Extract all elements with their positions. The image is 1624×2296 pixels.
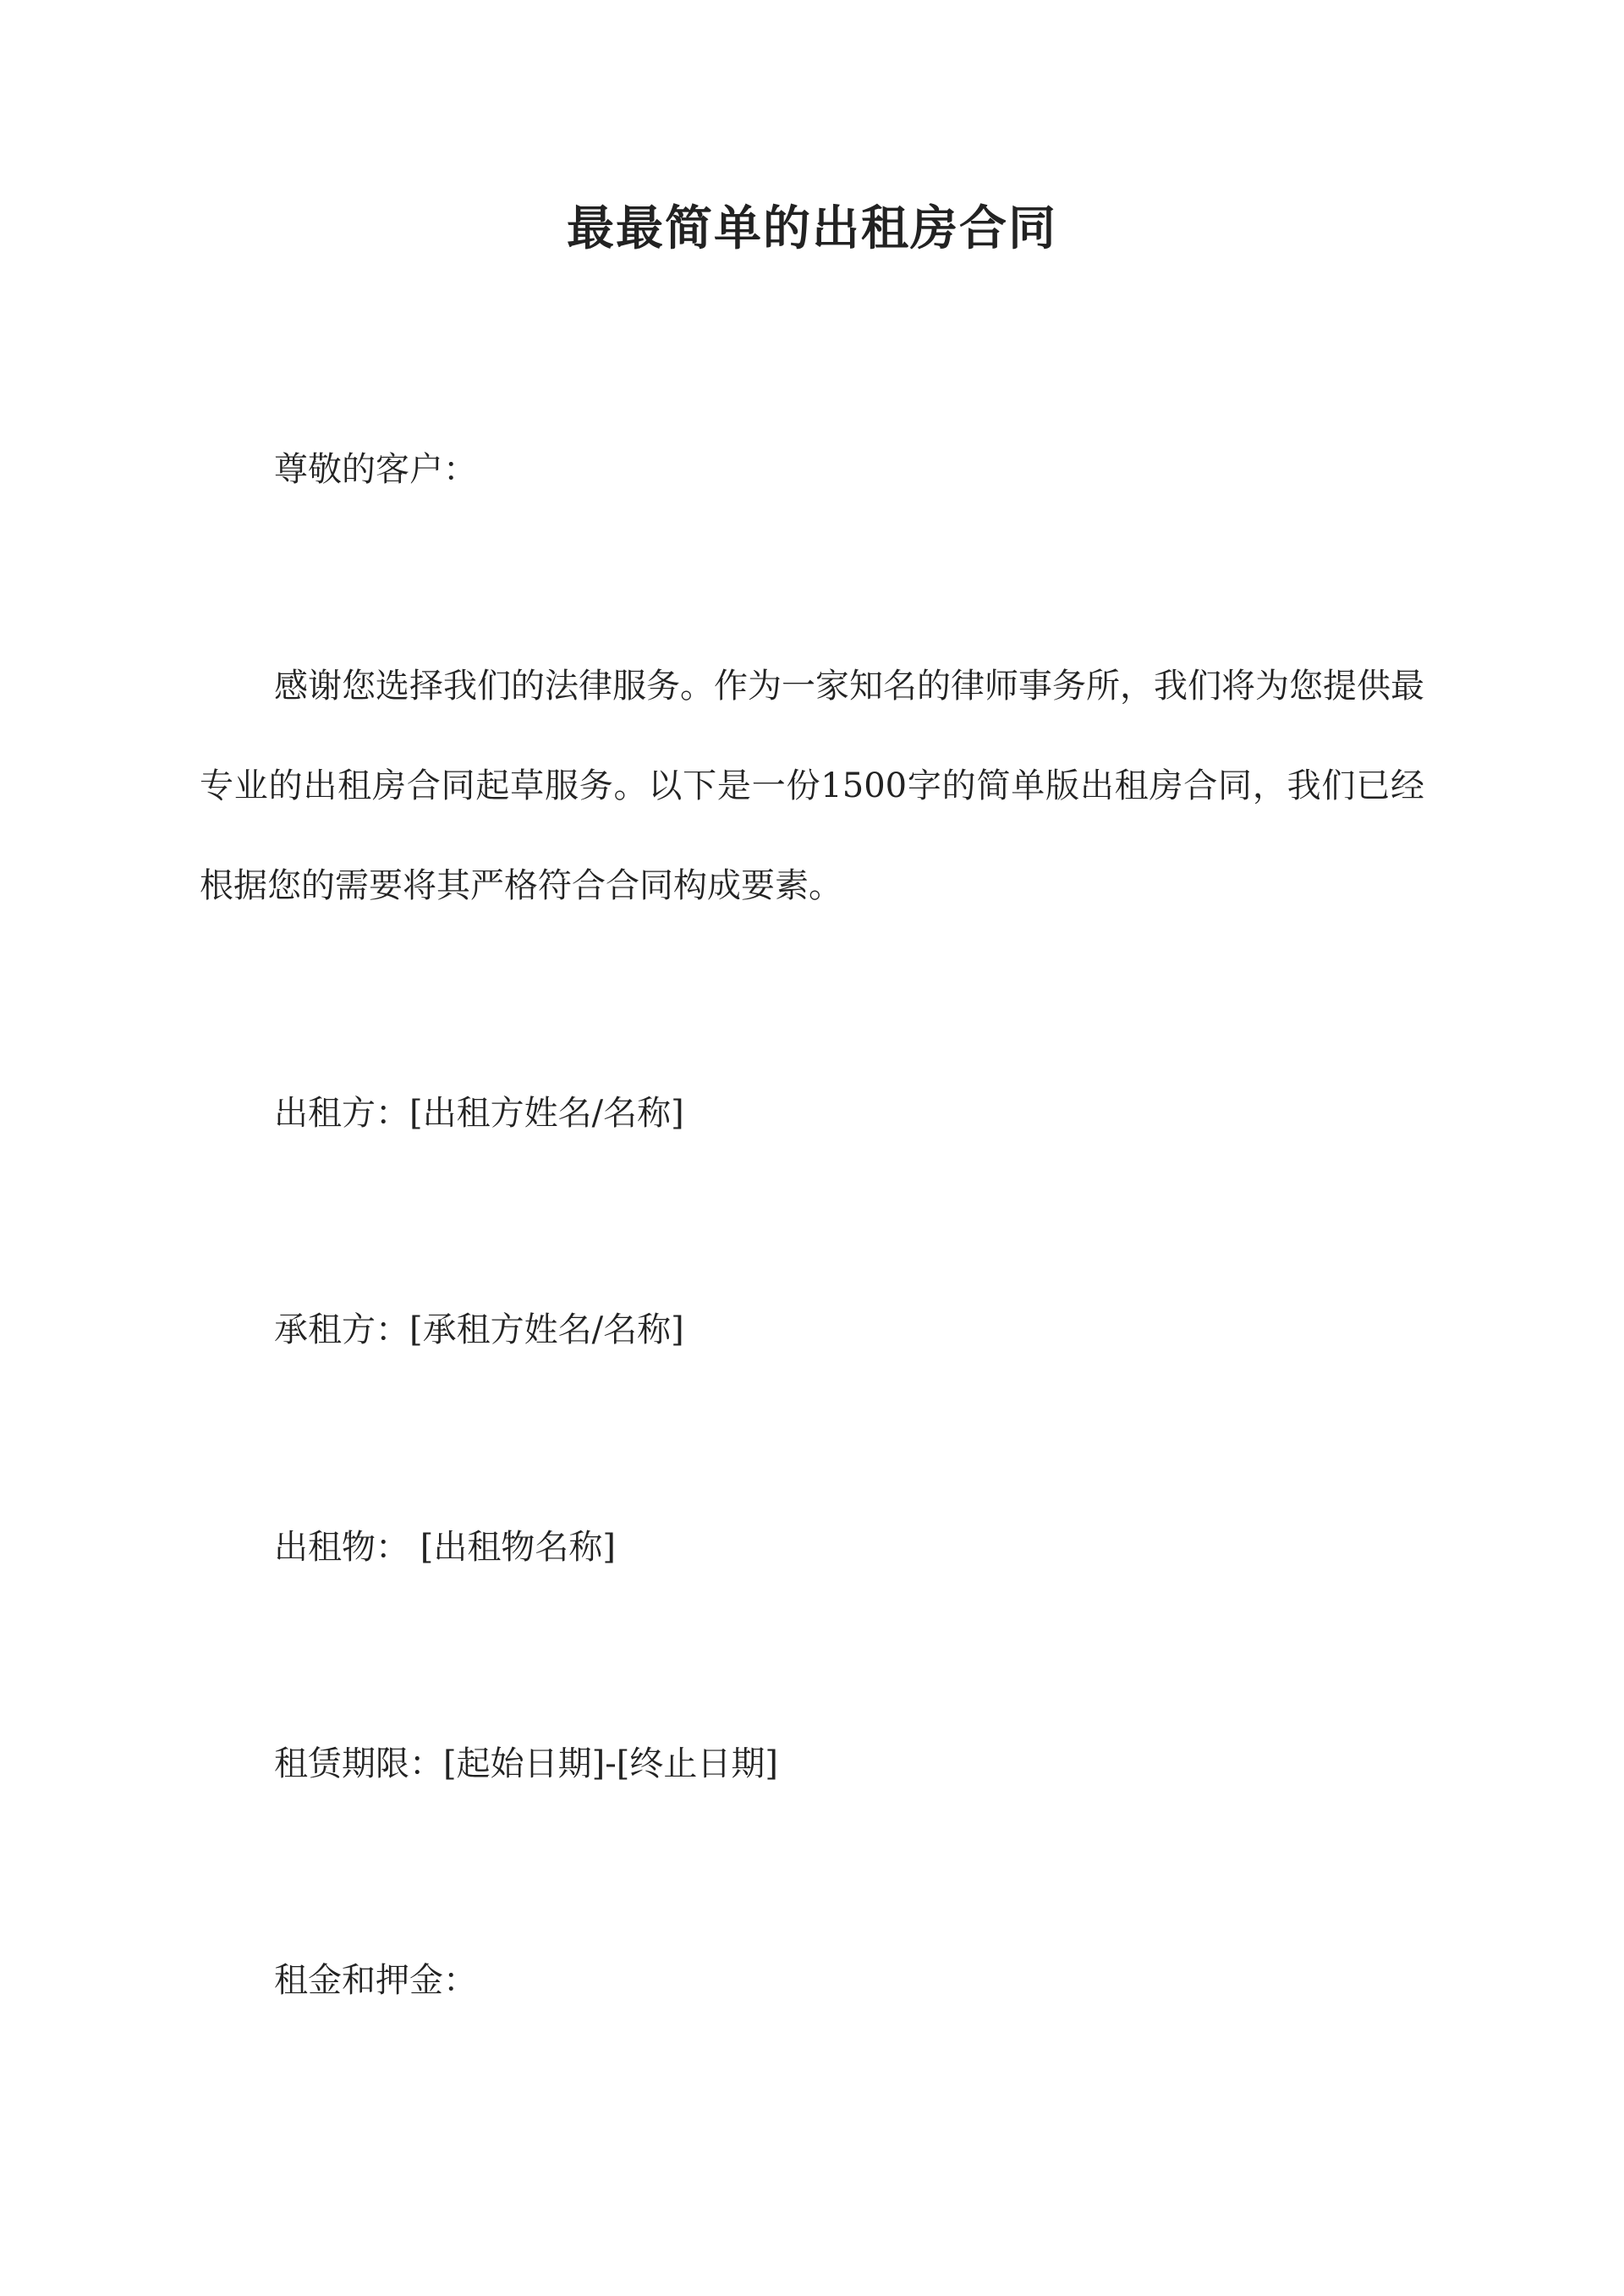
- document-title: 最最简单的出租房合同: [567, 200, 1057, 256]
- property-line: 出租物： [出租物名称]: [274, 1528, 616, 1567]
- rent-deposit-heading: 租金和押金：: [274, 1961, 477, 2000]
- lessee-line: 承租方：[承租方姓名/名称]: [274, 1310, 684, 1349]
- intro-paragraph: 感谢您选择我们的法律服务。作为一家知名的律师事务所，我们将为您提供最专业的出租房合同起草服务。以下是一份1500字的简单版出租房合同，我们已经根据您的需要将其严格符合合同构成要素。: [200, 667, 1424, 905]
- greeting-paragraph: 尊敬的客户：: [274, 450, 477, 489]
- lessor-line: 出租方：[出租方姓名/名称]: [274, 1094, 684, 1133]
- lease-term-line: 租赁期限：[起始日期]-[终止日期]: [274, 1744, 778, 1783]
